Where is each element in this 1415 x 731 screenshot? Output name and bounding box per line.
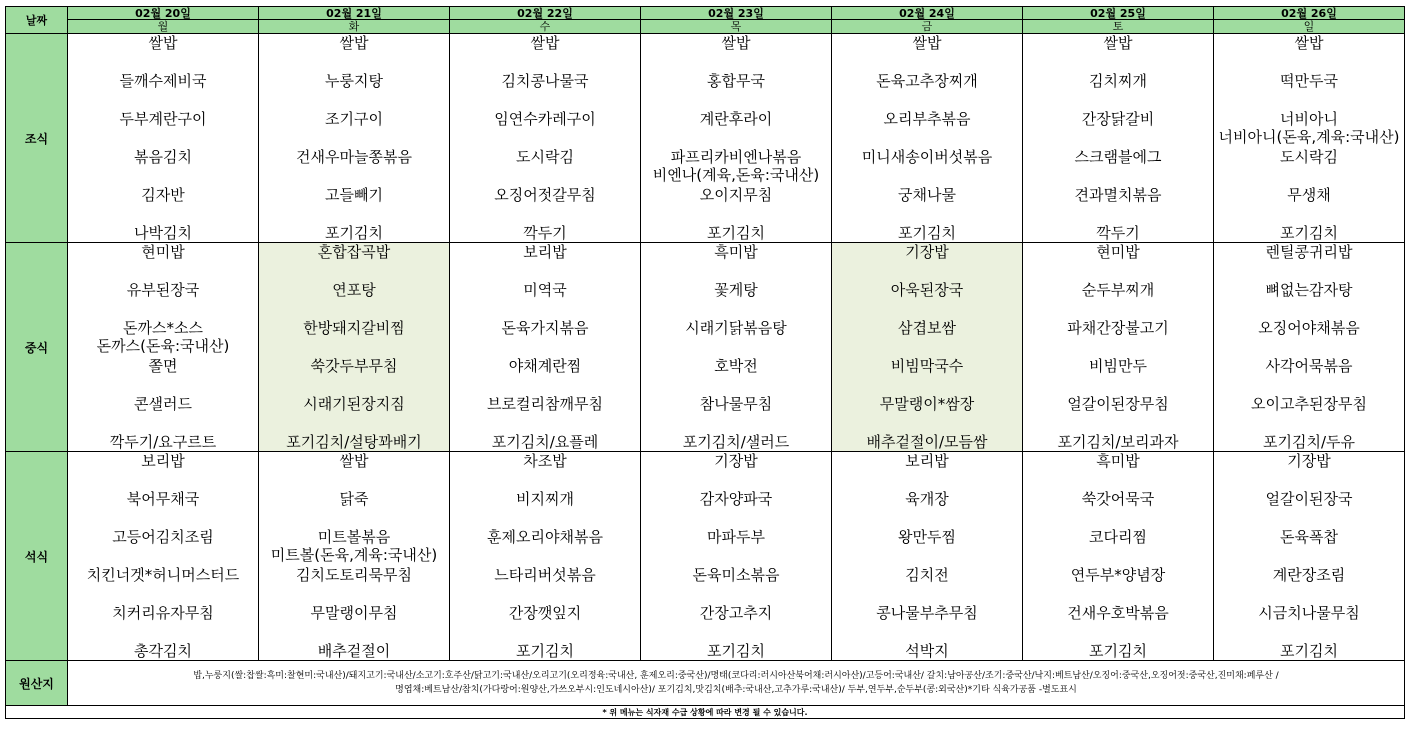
- menu-item: 미니새송이버섯볶음: [861, 148, 993, 166]
- menu-item: 떡만두국: [1280, 72, 1338, 90]
- menu-item: 김치찌개: [1089, 72, 1147, 90]
- menu-item: 비빔만두: [1089, 357, 1147, 375]
- menu-cell: [832, 34, 1023, 243]
- menu-cell: [1023, 243, 1214, 452]
- menu-cell: [68, 243, 259, 452]
- menu-item: 무말랭이무침: [310, 604, 398, 622]
- menu-item: 얼갈이된장국: [1265, 490, 1353, 508]
- weekday-header: 금: [832, 20, 1023, 34]
- menu-item: 마파두부: [707, 528, 765, 546]
- menu-item: 미트볼볶음 미트볼(돈육,계육:국내산): [270, 528, 438, 564]
- menu-item: 오이고추된장무침: [1251, 395, 1367, 413]
- menu-cell: [641, 243, 832, 452]
- menu-item: 간장닭갈비: [1081, 110, 1155, 128]
- menu-item: 고들빼기: [325, 186, 383, 204]
- menu-item: 뼈없는감자탕: [1265, 281, 1353, 299]
- menu-item: 조기구이: [325, 110, 383, 128]
- menu-item: 배추겉절이/모듬쌈: [866, 433, 988, 451]
- menu-item: 쌀밥: [530, 34, 560, 52]
- menu-item: 왕만두찜: [898, 528, 956, 546]
- menu-item: 차조밥: [523, 452, 567, 470]
- menu-cell: [1023, 452, 1214, 661]
- menu-item: 돈육가지볶음: [501, 319, 589, 337]
- menu-item: 콘샐러드: [134, 395, 192, 413]
- menu-item: 보리밥: [523, 243, 567, 261]
- menu-item: 무생채: [1287, 186, 1331, 204]
- menu-item: 쌀밥: [912, 34, 942, 52]
- menu-item: 돈육고추장찌개: [876, 72, 978, 90]
- menu-item: 쌀밥: [1103, 34, 1133, 52]
- menu-item: 돈육미소볶음: [692, 566, 780, 584]
- menu-cell: [450, 452, 641, 661]
- menu-item: 보리밥: [905, 452, 949, 470]
- menu-item: 배추겉절이: [317, 642, 391, 660]
- menu-cell: [1214, 34, 1405, 243]
- menu-item: 포기김치: [707, 642, 765, 660]
- meal-label: 중식: [6, 243, 68, 452]
- menu-item: 파프리카비엔나볶음 비엔나(계육,돈육:국내산): [652, 148, 820, 184]
- date-header: 02월 25일: [1023, 7, 1214, 20]
- origin-line: 명엽채:베트남산/참치(가다랑어:원양산,가쓰오부시:인도네시아산)/ 포기김치,맛김치(배추:국내산,고추가루:국내산)/ 두부,연두부,순두부(콩:외국산)*기타 식육가공품 -별도표시: [395, 685, 1077, 695]
- menu-item: 얼갈이된장무침: [1067, 395, 1169, 413]
- menu-item: 감자양파국: [699, 490, 773, 508]
- weekday-header: 월: [68, 20, 259, 34]
- menu-item: 깍두기: [1096, 224, 1140, 242]
- menu-item: 꽃게탕: [714, 281, 758, 299]
- date-header: 02월 22일: [450, 7, 641, 20]
- menu-item: 북어무채국: [126, 490, 200, 508]
- menu-item: 쫄면: [148, 357, 178, 375]
- menu-item: 김자반: [141, 186, 185, 204]
- menu-item: 보리밥: [141, 452, 185, 470]
- menu-cell: [832, 452, 1023, 661]
- weekday-header: 일: [1214, 20, 1405, 34]
- menu-item: 임연수카레구이: [494, 110, 596, 128]
- menu-item: 연포탕: [332, 281, 376, 299]
- menu-item: 포기김치: [898, 224, 956, 242]
- menu-item: 너비아니 너비아니(돈육,계육:국내산): [1218, 110, 1400, 146]
- meal-label: 조식: [6, 34, 68, 243]
- menu-item: 포기김치: [516, 642, 574, 660]
- menu-item: 연두부*양념장: [1070, 566, 1166, 584]
- menu-item: 쌀밥: [1294, 34, 1324, 52]
- menu-item: 시래기된장지짐: [303, 395, 405, 413]
- menu-cell: [832, 243, 1023, 452]
- menu-item: 쑥갓어묵국: [1081, 490, 1155, 508]
- menu-item: 치킨너겟*허니머스터드: [86, 566, 240, 584]
- menu-item: 야채계란찜: [508, 357, 582, 375]
- menu-item: 한방돼지갈비찜: [303, 319, 405, 337]
- menu-item: 김치도토리묵무침: [296, 566, 412, 584]
- menu-item: 도시락김: [1280, 148, 1338, 166]
- menu-item: 궁채나물: [898, 186, 956, 204]
- origin-info: [68, 661, 1405, 706]
- menu-item: 포기김치/설탕꽈배기: [286, 433, 422, 451]
- menu-item: 파채간장불고기: [1067, 319, 1169, 337]
- menu-item: 건새우마늘쫑볶음: [296, 148, 412, 166]
- date-header: 02월 26일: [1214, 7, 1405, 20]
- weekday-header: 수: [450, 20, 641, 34]
- menu-item: 두부계란구이: [119, 110, 207, 128]
- menu-cell: [259, 452, 450, 661]
- menu-item: 포기김치: [1089, 642, 1147, 660]
- menu-item: 코다리찜: [1089, 528, 1147, 546]
- weekday-header: 화: [259, 20, 450, 34]
- menu-item: 깍두기: [523, 224, 567, 242]
- menu-item: 석박지: [905, 642, 949, 660]
- menu-item: 호박전: [714, 357, 758, 375]
- menu-item: 들깨수제비국: [119, 72, 207, 90]
- meal-row: [6, 243, 1405, 452]
- menu-item: 참나물무침: [699, 395, 773, 413]
- menu-item: 포기김치: [325, 224, 383, 242]
- menu-item: 견과멸치볶음: [1074, 186, 1162, 204]
- weekday-header: 토: [1023, 20, 1214, 34]
- menu-item: 간장고추지: [699, 604, 773, 622]
- menu-item: 시래기닭볶음탕: [685, 319, 787, 337]
- date-header: 02월 24일: [832, 7, 1023, 20]
- origin-line: 밥,누룽지(쌀:찹쌀:흑미:찰현미:국내산)/돼지고기:국내산/소고기:호주산/닭고기:국내산/오리고기(오리정육:국내산, 훈제오리:중국산)/명태(코다리:러시아산북어채:러시아산)/고등어:국내산/ 갈치:남아공산/조기:중국산/낙지:베트남산/오징어:중국산,오징어젓:중국산,진미채:페루산 /: [193, 671, 1279, 681]
- menu-cell: [259, 243, 450, 452]
- date-header-label: 날짜: [6, 7, 68, 34]
- menu-item: 총각김치: [134, 642, 192, 660]
- menu-item: 쌀밥: [339, 452, 369, 470]
- menu-item: 오징어젓갈무침: [494, 186, 596, 204]
- menu-item: 흑미밥: [1096, 452, 1140, 470]
- menu-item: 오이지무침: [699, 186, 773, 204]
- menu-item: 쌀밥: [339, 34, 369, 52]
- date-header: 02월 20일: [68, 7, 259, 20]
- menu-item: 현미밥: [1096, 243, 1140, 261]
- date-header: 02월 21일: [259, 7, 450, 20]
- menu-item: 훈제오리야채볶음: [487, 528, 603, 546]
- menu-cell: [68, 34, 259, 243]
- meal-row: [6, 34, 1405, 243]
- menu-item: 깍두기/요구르트: [109, 433, 217, 451]
- menu-item: 계란후라이: [699, 110, 773, 128]
- menu-item: 미역국: [523, 281, 567, 299]
- menu-item: 콩나물부추무침: [876, 604, 978, 622]
- menu-item: 돈까스*소스 돈까스(돈육:국내산): [96, 319, 230, 355]
- menu-item: 볶음김치: [134, 148, 192, 166]
- menu-item: 포기김치/보리과자: [1057, 433, 1179, 451]
- menu-item: 포기김치: [707, 224, 765, 242]
- menu-cell: [1023, 34, 1214, 243]
- menu-item: 김치콩나물국: [501, 72, 589, 90]
- menu-item: 삼겹보쌈: [898, 319, 956, 337]
- menu-item: 현미밥: [141, 243, 185, 261]
- menu-item: 포기김치: [1280, 642, 1338, 660]
- menu-item: 오징어야채볶음: [1258, 319, 1360, 337]
- menu-item: 포기김치/샐러드: [682, 433, 790, 451]
- menu-item: 느타리버섯볶음: [494, 566, 596, 584]
- meal-row: [6, 452, 1405, 661]
- menu-item: 비지찌개: [516, 490, 574, 508]
- menu-cell: [450, 34, 641, 243]
- menu-item: 브로컬리참깨무침: [487, 395, 603, 413]
- menu-item: 쌀밥: [148, 34, 178, 52]
- menu-item: 돈육폭찹: [1280, 528, 1338, 546]
- menu-item: 순두부찌개: [1081, 281, 1155, 299]
- menu-item: 닭죽: [339, 490, 369, 508]
- meal-label: 석식: [6, 452, 68, 661]
- menu-item: 홍합무국: [707, 72, 765, 90]
- menu-item: 계란장조림: [1272, 566, 1346, 584]
- menu-item: 아욱된장국: [890, 281, 964, 299]
- menu-item: 쑥갓두부무침: [310, 357, 398, 375]
- menu-item: 고등어김치조림: [112, 528, 214, 546]
- origin-label: 원산지: [6, 661, 68, 706]
- menu-item: 무말랭이*쌈장: [879, 395, 975, 413]
- menu-item: 간장깻잎지: [508, 604, 582, 622]
- menu-cell: [641, 34, 832, 243]
- menu-item: 나박김치: [134, 224, 192, 242]
- menu-item: 사각어묵볶음: [1265, 357, 1353, 375]
- weekly-menu-table: [5, 6, 1405, 719]
- menu-cell: [641, 452, 832, 661]
- menu-item: 렌틸콩귀리밥: [1265, 243, 1353, 261]
- date-header: 02월 23일: [641, 7, 832, 20]
- menu-item: 기장밥: [714, 452, 758, 470]
- menu-item: 혼합잡곡밥: [317, 243, 391, 261]
- menu-item: 포기김치/요플레: [491, 433, 599, 451]
- menu-item: 스크램블에그: [1074, 148, 1162, 166]
- weekday-header: 목: [641, 20, 832, 34]
- menu-item: 기장밥: [1287, 452, 1331, 470]
- menu-cell: [1214, 452, 1405, 661]
- menu-item: 유부된장국: [126, 281, 200, 299]
- menu-item: 건새우호박볶음: [1067, 604, 1169, 622]
- menu-item: 치커리유자무침: [112, 604, 214, 622]
- menu-item: 비빔막국수: [890, 357, 964, 375]
- menu-item: 오리부추볶음: [883, 110, 971, 128]
- menu-item: 김치전: [905, 566, 949, 584]
- menu-cell: [1214, 243, 1405, 452]
- menu-item: 육개장: [905, 490, 949, 508]
- menu-item: 포기김치/두유: [1263, 433, 1355, 451]
- footnote: * 위 메뉴는 식자재 수급 상황에 따라 변경 될 수 있습니다.: [6, 706, 1405, 719]
- menu-item: 도시락김: [516, 148, 574, 166]
- menu-item: 쌀밥: [721, 34, 751, 52]
- menu-cell: [450, 243, 641, 452]
- menu-item: 흑미밥: [714, 243, 758, 261]
- menu-cell: [68, 452, 259, 661]
- menu-item: 누룽지탕: [325, 72, 383, 90]
- menu-item: 포기김치: [1280, 224, 1338, 242]
- menu-cell: [259, 34, 450, 243]
- menu-item: 시금치나물무침: [1258, 604, 1360, 622]
- menu-item: 기장밥: [905, 243, 949, 261]
